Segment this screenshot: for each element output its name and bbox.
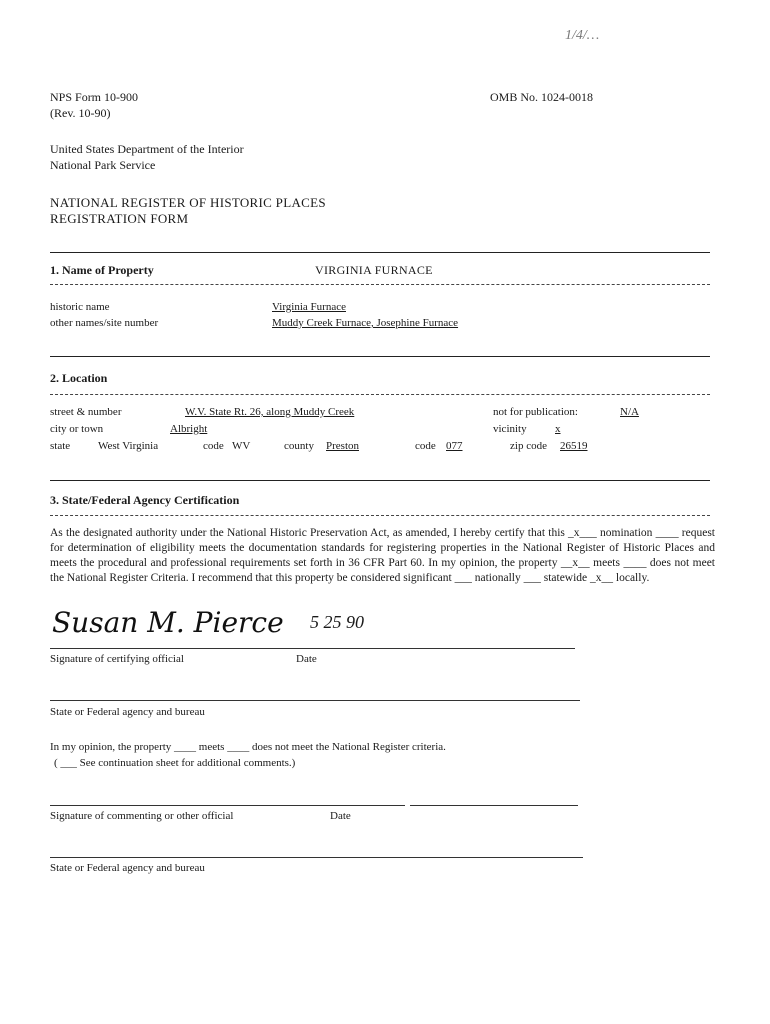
divider [50,252,710,253]
state-label: state [50,440,71,452]
signature-line [50,648,575,649]
agency-label: State or Federal agency and bureau [50,706,205,718]
city-label: city or town [50,423,104,435]
section1-heading: 1. Name of Property [50,263,154,277]
divider [50,284,710,285]
county-code-label: code [415,440,436,452]
property-title: VIRGINIA FURNACE [315,263,433,277]
not-for-publication-value: N/A [620,406,639,418]
agency-line-2 [50,857,583,858]
divider [50,394,710,395]
omb-number: OMB No. 1024-0018 [490,90,594,104]
section2-heading: 2. Location [50,371,108,385]
form-title-line1: NATIONAL REGISTER OF HISTORIC PLACES [50,195,326,210]
county-code-value: 077 [446,440,463,452]
form-number: NPS Form 10-900 [50,90,139,104]
zip-label: zip code [510,440,547,452]
state-code-label: code [203,440,224,452]
divider [50,356,710,357]
certifying-official-label: Signature of certifying official [50,653,184,665]
state-value: West Virginia [98,440,159,452]
certification-paragraph: As the designated authority under the National Historic Preservation Act, as amended, I hereby certify that this _x___ nomination ____ request for determination of eligibility meets the documentation standards for registering properties in the National Register of Historic Places and meets the procedural and professional requirements set forth in 36 CFR Part 60. In my opinion, the property __x__ meets ____ does not meet the National Register Criteria. I recommend that this property be considered significant ___ nationally ___ statewide _x__ locally. [50,527,715,584]
commenting-signature-line [50,805,405,806]
agency-label-2: State or Federal agency and bureau [50,862,205,874]
vicinity-value: x [555,423,561,435]
other-names-value: Muddy Creek Furnace, Josephine Furnace [272,317,459,329]
section3-heading: 3. State/Federal Agency Certification [50,493,240,507]
divider [50,515,710,516]
handwritten-date: 5 25 90 [310,612,364,632]
not-for-publication-label: not for publication: [493,406,578,418]
divider [50,480,710,481]
street-value: W.V. State Rt. 26, along Muddy Creek [185,406,355,418]
corner-stamp: 1/4/… [565,28,600,43]
other-names-label: other names/site number [50,317,159,329]
opinion-text: In my opinion, the property ____ meets ____ does not meet the National Register criteria. [50,741,446,753]
form-revision: (Rev. 10-90) [50,106,111,120]
date-label: Date [296,653,317,665]
street-label: street & number [50,406,122,418]
city-value: Albright [170,423,208,435]
commenting-date-line [410,805,578,806]
zip-value: 26519 [560,440,588,452]
date-label-2: Date [330,810,351,822]
agency-line [50,700,580,701]
historic-name-label: historic name [50,301,110,313]
department: United States Department of the Interior [50,142,244,156]
county-label: county [284,440,314,452]
commenting-official-label: Signature of commenting or other official [50,810,234,822]
service: National Park Service [50,158,156,172]
continuation-text: ( ___ See continuation sheet for additional comments.) [54,757,296,769]
vicinity-label: vicinity [493,423,527,435]
historic-name-value: Virginia Furnace [272,301,346,313]
state-code-value: WV [232,440,251,452]
county-value: Preston [326,440,359,452]
handwritten-signature: Susan M. Pierce [52,606,284,639]
form-title-line2: REGISTRATION FORM [50,211,189,226]
